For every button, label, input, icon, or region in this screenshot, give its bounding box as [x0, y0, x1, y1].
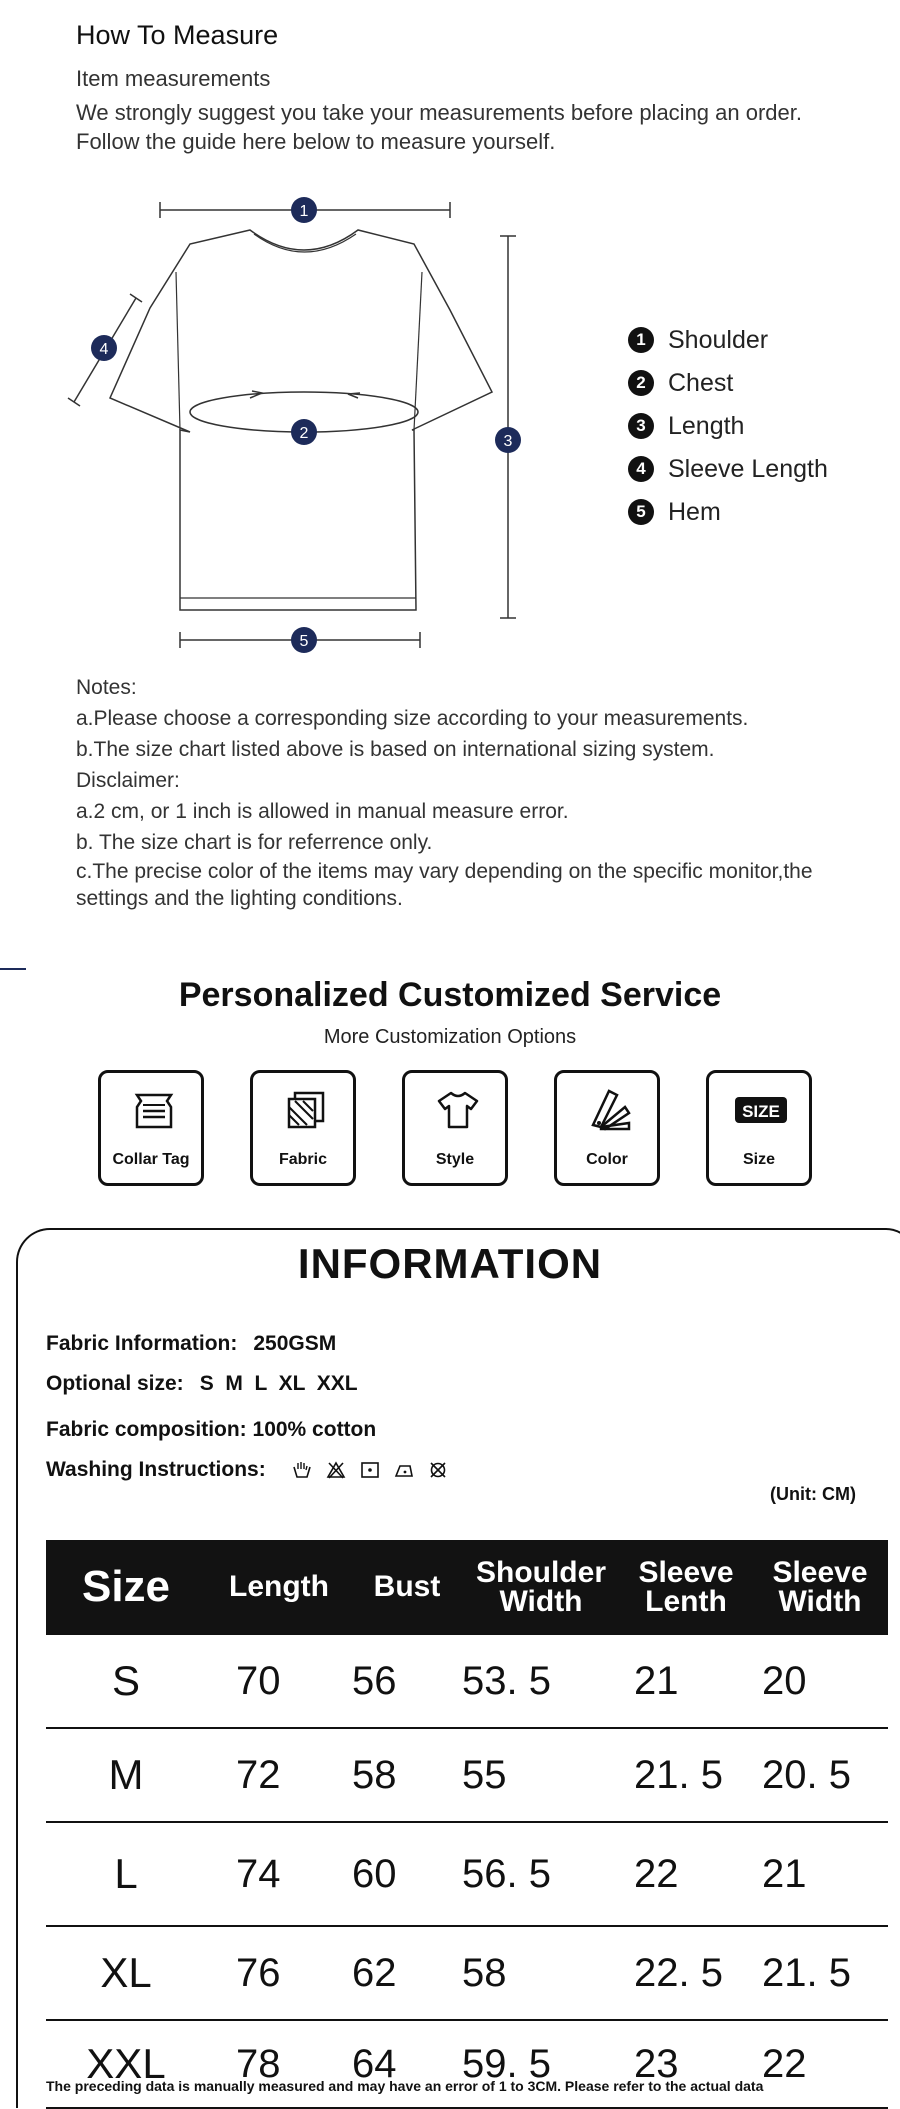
cell-size: XXL: [46, 2020, 206, 2108]
optional-size-info: [46, 1372, 358, 1396]
cell-bust: 58: [352, 1728, 462, 1822]
note-a: a.Please choose a corresponding size according to your measurements.: [76, 707, 749, 730]
cell-length: 74: [206, 1822, 352, 1926]
cell-sleeve-length: 23: [620, 2020, 752, 2108]
cell-shoulder-width: 56. 5: [462, 1822, 620, 1926]
cell-sleeve-width: 20. 5: [752, 1728, 888, 1822]
legend-number: 2: [628, 370, 654, 396]
no-dry-clean-icon: [428, 1461, 448, 1479]
cell-bust: 60: [352, 1822, 462, 1926]
iron-icon: [394, 1461, 414, 1479]
notes-section: [76, 672, 813, 912]
legend-item-length: [628, 406, 744, 446]
washing-icons: [292, 1461, 448, 1479]
tshirt-icon: [435, 1087, 481, 1133]
fabric-value: 250GSM: [253, 1332, 337, 1355]
cell-sleeve-width: 21: [752, 1822, 888, 1926]
service-title: Personalized Customized Service: [178, 976, 722, 1014]
header-sleeve-width: [752, 1540, 888, 1634]
header-sleeve-length: [620, 1540, 752, 1634]
card-fabric[interactable]: [250, 1070, 356, 1186]
washing-label: Washing Instructions:: [46, 1458, 266, 1481]
cell-shoulder-width: 53. 5: [462, 1634, 620, 1728]
svg-text:4: 4: [99, 341, 109, 358]
svg-text:2: 2: [299, 425, 309, 442]
cell-sleeve-length: 21. 5: [620, 1728, 752, 1822]
disclaimer-c2: settings and the lighting conditions.: [76, 887, 403, 910]
color-swatch-icon: [587, 1087, 633, 1133]
card-color[interactable]: [554, 1070, 660, 1186]
fabric-info: [46, 1332, 336, 1356]
fabric-label: Fabric Information:: [46, 1332, 238, 1355]
disclaimer-b: b. The size chart is for referrence only.: [76, 831, 433, 854]
tshirt-diagram: [0, 180, 560, 660]
washing-info: [46, 1458, 448, 1482]
intro-line-1: We strongly suggest you take your measurements before placing an order.: [76, 100, 802, 125]
legend-item-hem: [628, 492, 721, 532]
legend-number: 3: [628, 413, 654, 439]
footnote: The preceding data is manually measured and may have an error of 1 to 3CM. Please refer to the actual data: [46, 2078, 764, 2094]
disclaimer-heading: Disclaimer:: [76, 769, 180, 792]
cell-length: 78: [206, 2020, 352, 2108]
legend-item-shoulder: [628, 320, 768, 360]
size-label: Optional size:: [46, 1372, 184, 1395]
fabric-icon: [283, 1087, 329, 1133]
page-title: How To Measure: [76, 20, 279, 50]
header-line: Width: [778, 1584, 862, 1618]
note-b: b.The size chart listed above is based on international sizing system.: [76, 738, 715, 761]
legend-item-sleeve-length: [628, 449, 828, 489]
subtitle: Item measurements: [76, 66, 271, 91]
card-label: Color: [586, 1151, 628, 1168]
intro-line-2: Follow the guide here below to measure yourself.: [76, 129, 556, 154]
header-line: Shoulder: [475, 1555, 606, 1589]
size-icon: [733, 1087, 789, 1133]
svg-text:SIZE: SIZE: [742, 1102, 780, 1121]
collar-tag-icon: [131, 1087, 177, 1133]
table-header-row: [46, 1540, 888, 1634]
cell-sleeve-length: 22: [620, 1822, 752, 1926]
cell-sleeve-length: 22. 5: [620, 1926, 752, 2020]
fabric-composition: Fabric composition: 100% cotton: [46, 1418, 377, 1441]
card-label: Fabric: [278, 1151, 327, 1168]
cell-size: S: [46, 1634, 206, 1728]
card-collar-tag[interactable]: [98, 1070, 204, 1186]
legend-label: Sleeve Length: [668, 454, 828, 483]
notes-heading: Notes:: [76, 676, 137, 699]
cell-shoulder-width: 55: [462, 1728, 620, 1822]
cell-length: 70: [206, 1634, 352, 1728]
card-label: Style: [435, 1151, 475, 1168]
legend-label: Chest: [668, 368, 734, 397]
cell-bust: 64: [352, 2020, 462, 2108]
disclaimer-c1: c.The precise color of the items may vary depending on the specific monitor,the: [76, 860, 813, 883]
cell-length: 72: [206, 1728, 352, 1822]
marker-3: [495, 427, 521, 453]
header-length: Length: [206, 1540, 352, 1634]
service-subtitle: More Customization Options: [323, 1026, 577, 1048]
header-shoulder-width: [462, 1540, 620, 1634]
legend-number: 1: [628, 327, 654, 353]
cell-size: XL: [46, 1926, 206, 2020]
cell-sleeve-length: 21: [620, 1634, 752, 1728]
table-row: [46, 1728, 888, 1822]
unit-label: (Unit: CM): [770, 1484, 856, 1504]
table-row: [46, 2020, 888, 2108]
header-line: Sleeve: [638, 1555, 734, 1589]
divider: [0, 968, 26, 970]
card-size[interactable]: [706, 1070, 812, 1186]
table-row: [46, 1926, 888, 2020]
marker-5: [291, 627, 317, 653]
size-table: [46, 1540, 888, 2109]
marker-4: [91, 335, 117, 361]
legend-number: 4: [628, 456, 654, 482]
size-value: S M L XL XXL: [199, 1372, 358, 1395]
svg-text:1: 1: [299, 203, 309, 220]
svg-text:3: 3: [503, 433, 513, 450]
cell-size: L: [46, 1822, 206, 1926]
header-line: Sleeve: [772, 1555, 868, 1589]
cell-sleeve-width: 20: [752, 1634, 888, 1728]
tumble-dry-icon: [360, 1461, 380, 1479]
cell-shoulder-width: 59. 5: [462, 2020, 620, 2108]
cell-bust: 62: [352, 1926, 462, 2020]
card-style[interactable]: [402, 1070, 508, 1186]
legend-item-chest: [628, 363, 733, 403]
cell-sleeve-width: 21. 5: [752, 1926, 888, 2020]
legend-label: Hem: [668, 497, 721, 526]
disclaimer-a: a.2 cm, or 1 inch is allowed in manual measure error.: [76, 800, 569, 823]
header-bust: Bust: [352, 1540, 462, 1634]
marker-2: [291, 419, 317, 445]
cell-sleeve-width: 22: [752, 2020, 888, 2108]
legend-label: Length: [668, 411, 745, 440]
cell-length: 76: [206, 1926, 352, 2020]
card-label: Collar Tag: [112, 1151, 190, 1168]
table-row: [46, 1822, 888, 1926]
information-title: INFORMATION: [297, 1240, 603, 1287]
marker-1: [291, 197, 317, 223]
cell-shoulder-width: 58: [462, 1926, 620, 2020]
legend-number: 5: [628, 499, 654, 525]
hand-wash-icon: [292, 1461, 312, 1479]
card-label: Size: [742, 1151, 775, 1168]
svg-text:5: 5: [299, 633, 309, 650]
table-row: [46, 1634, 888, 1728]
cell-size: M: [46, 1728, 206, 1822]
legend-label: Shoulder: [668, 325, 769, 354]
cell-bust: 56: [352, 1634, 462, 1728]
header-line: Lenth: [645, 1584, 727, 1618]
no-bleach-icon: [326, 1461, 346, 1479]
header-size: Size: [46, 1540, 206, 1634]
header-line: Width: [499, 1584, 583, 1618]
